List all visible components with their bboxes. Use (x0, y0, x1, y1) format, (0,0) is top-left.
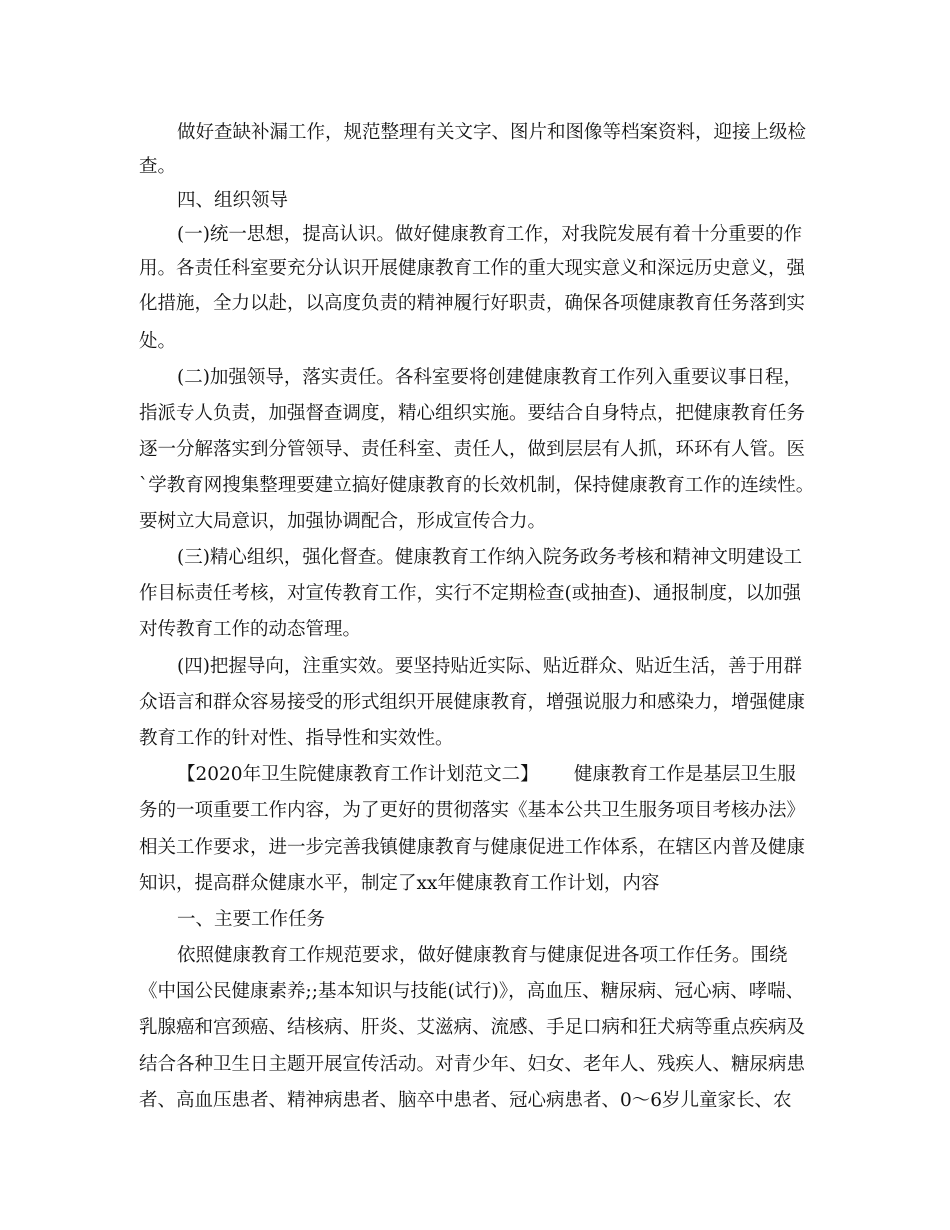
text-line: 乳腺癌和宫颈癌、结核病、肝炎、艾滋病、流感、手足口病和狂犬病等重点疾病及 (139, 1017, 806, 1038)
text-line: 做好查缺补漏工作，规范整理有关文字、图片和图像等档案资料，迎接上级检 (177, 122, 807, 143)
text-line: (二)加强领导，落实责任。各科室要将创建健康教育工作列入重要议事日程， (177, 367, 802, 388)
text-line: 【2020年卫生院健康教育工作计划范文二】 健康教育工作是基层卫生服 (177, 764, 796, 785)
text-line: `学教育网搜集整理要建立搞好健康教育的长效机制，保持健康教育工作的连续性。 (139, 475, 815, 496)
text-line: 教育工作的针对性、指导性和实效性。 (139, 728, 454, 749)
text-line: 知识，提高群众健康水平，制定了xx年健康教育工作计划，内容 (139, 873, 660, 894)
text-line: 查。 (139, 156, 177, 177)
text-line: 对传教育工作的动态管理。 (139, 619, 362, 640)
text-line: 务的一项重要工作内容，为了更好的贯彻落实《基本公共卫生服务项目考核办法》 (139, 800, 806, 821)
text-line: (三)精心组织，强化督查。健康教育工作纳入院务政务考核和精神文明建设工 (177, 547, 802, 568)
text-line: 众语言和群众容易接受的形式组织开展健康教育，增强说服力和感染力，增强健康 (139, 692, 806, 713)
text-line: 要树立大局意识，加强协调配合，形成宣传合力。 (139, 511, 547, 532)
text-line: 用。各责任科室要充分认识开展健康教育工作的重大现实意义和深远历史意义，强 (139, 258, 806, 279)
text-line: (一)统一思想，提高认识。做好健康教育工作，对我院发展有着十分重要的作 (177, 224, 802, 245)
text-line: 相关工作要求，进一步完善我镇健康教育与健康促进工作体系，在辖区内普及健康 (139, 837, 806, 858)
text-line: (四)把握导向，注重实效。要坚持贴近实际、贴近群众、贴近生活，善于用群 (177, 656, 802, 677)
text-line: 处。 (139, 331, 177, 352)
text-line: 者、高血压患者、精神病患者、脑卒中患者、冠心病患者、0～6岁儿童家长、农 (139, 1090, 792, 1111)
section-heading: 四、组织领导 (177, 190, 289, 211)
text-line: 《中国公民健康素养;;基本知识与技能(试行)》，高血压、糖尿病、冠心病、哮喘、 (139, 981, 805, 1002)
section-heading: 一、主要工作任务 (177, 909, 326, 930)
text-line: 指派专人负责，加强督查调度，精心组织实施。要结合自身特点，把健康教育任务 (139, 403, 806, 424)
text-line: 化措施，全力以赴，以高度负责的精神履行好职责，确保各项健康教育任务落到实 (139, 293, 806, 314)
text-line: 作目标责任考核，对宣传教育工作，实行不定期检查(或抽查)、通报制度，以加强 (139, 583, 801, 604)
text-line: 依照健康教育工作规范要求，做好健康教育与健康促进各项工作任务。围绕 (177, 945, 788, 966)
text-line: 结合各种卫生日主题开展宣传活动。对青少年、妇女、老年人、残疾人、糖尿病患 (139, 1054, 806, 1075)
text-line: 逐一分解落实到分管领导、责任科室、责任人，做到层层有人抓，环环有人管。医 (139, 439, 806, 460)
